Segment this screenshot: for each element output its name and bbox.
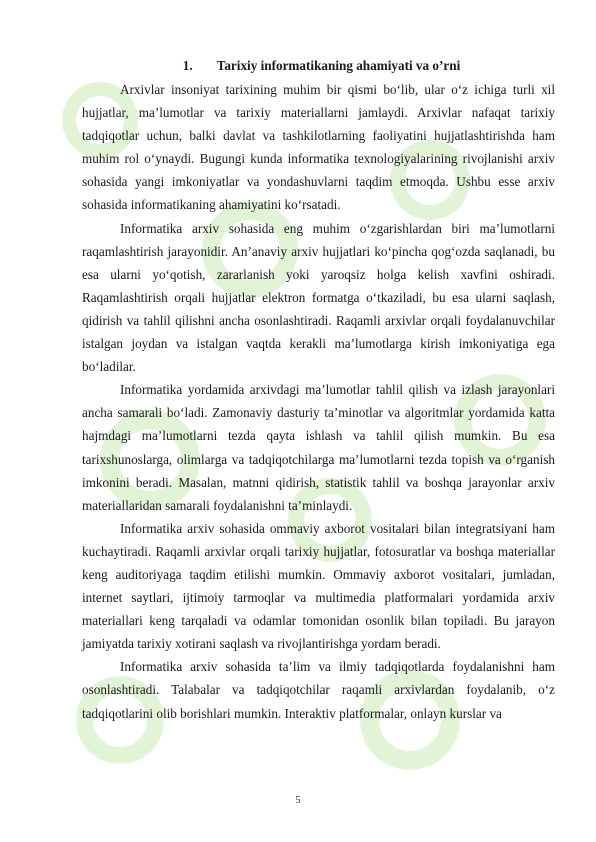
paragraph-5: Informatika arxiv sohasida ta’lim va ilmiy tadqiqotlarda foydalanishni ham osonlashtiradi. Talabalar va tadqiqotchilar raqamli arxivlardan foydalanib, o‘z tadqiqotlarini olib borishlari mumkin. Interaktiv platformalar, onlayn kurslar va bbox=[82, 659, 555, 721]
section-heading bbox=[82, 56, 555, 76]
paragraph-1: Arxivlar insoniyat tarixining muhim bir qismi bo‘lib, ular o‘z ichiga turli xil hujjatlar, ma’lumotlar va tarixiy materiallarni jamlaydi. Arxivlar nafaqat tarixiy tadqiqotlar uchun, balki davlat va tashkilotlarning faoliyatini hujjatlashtirishda ham muhim rol o‘ynaydi. Bugungi kunda informatika texnologiyalarining rivojlanishi arxiv sohasida yangi imkoniyatlar va yondashuvlarni taqdim etmoqda. Ushbu esse arxiv sohasida informatikaning ahamiyatini ko‘rsatadi. bbox=[82, 82, 555, 213]
page-number: 5 bbox=[295, 795, 301, 806]
document-body bbox=[82, 56, 555, 725]
paragraph-3: Informatika yordamida arxivdagi ma’lumotlar tahlil qilish va izlash jarayonlari ancha samarali bo‘ladi. Zamonaviy dasturiy ta’minotlar va algoritmlar yordamida katta hajmdagi ma’lumotlarni tezda qayta ishlash va tahlil qilish mumkin. Bu esa tarixshunoslarga, olimlarga va tadqiqotchilarga ma’lumotlarni tezda topish va o‘rganish imkonini beradi. Masalan, matnni qidirish, statistik tahlil va boshqa jarayonlar arxiv materiallaridan samarali foydalanishni ta’minlaydi. bbox=[82, 382, 555, 513]
section-title: Tarixiy informatikaning ahamiyati va o’rni bbox=[216, 58, 461, 73]
section-number: 1. bbox=[182, 58, 193, 73]
paragraph-2: Informatika arxiv sohasida eng muhim o‘zgarishlardan biri ma’lumotlarni raqamlashtirish jarayonidir. An’anaviy arxiv hujjatlari ko‘pincha qog‘ozda saqlanadi, bu esa ularni yo‘qotish, zararlanish yoki yaroqsiz holga kelish xavfini oshiradi. Raqamlashtirish orqali hujjatlar elektron formatga o‘tkaziladi, bu esa ularni saqlash, qidirish va tahlil qilishni ancha osonlashtiradi. Raqamli arxivlar orqali foydalanuvchilar istalgan joydan va istalgan vaqtda kerakli ma’lumotlarga kirish imkoniyatiga ega bo‘ladilar. bbox=[82, 220, 555, 375]
paragraph-4: Informatika arxiv sohasida ommaviy axborot vositalari bilan integratsiyani ham kuchaytiradi. Raqamli arxivlar orqali tarixiy hujjatlar, fotosuratlar va boshqa materiallar keng auditoriyaga taqdim etilishi mumkin. Ommaviy axborot vositalari, jumladan, internet saytlari, ijtimoiy tarmoqlar va multimedia platformalari yordamida arxiv materiallari keng tarqaladi va odamlar tomonidan osonlik bilan topiladi. Bu jarayon jamiyatda tarixiy xotirani saqlash va rivojlantirishga yordam beradi. bbox=[82, 520, 555, 652]
